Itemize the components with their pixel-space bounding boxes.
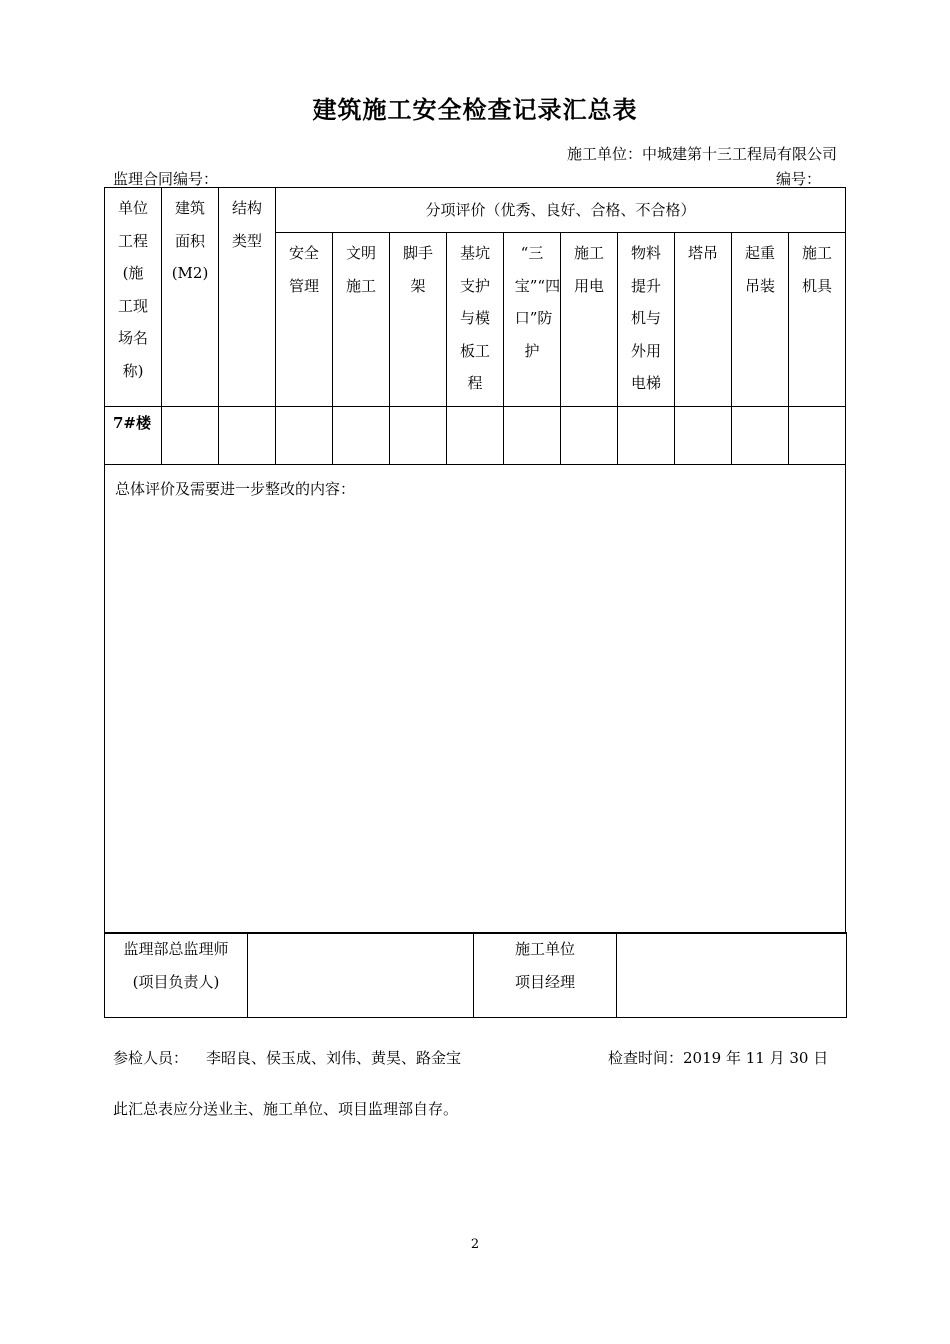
header-building-area: 建筑面积 (M2) [162,188,219,407]
participants-names: 李昭良、侯玉成、刘伟、黄昊、路金宝 [206,1049,462,1067]
table-cell [618,407,675,465]
page-title: 建筑施工安全检查记录汇总表 [312,95,638,124]
supervisor-label: 监理部总监理师 (项目负责人) [105,933,248,1018]
table-cell [390,407,447,465]
table-cell [447,407,504,465]
overall-evaluation-cell [105,465,846,934]
table-cell [333,407,390,465]
table-cell [732,407,789,465]
table-row [105,407,846,465]
document-number-label: 编号： [776,170,822,188]
header-structure-type: 结构类型 [219,188,276,407]
header-civilized-construction: 文明施工 [333,233,390,407]
contractor-manager-signature-cell [617,933,847,1018]
table-cell [675,407,732,465]
row-label: 7#楼 [105,407,162,465]
supervisor-signature-cell [248,933,474,1018]
header-scaffolding: 脚手架 [390,233,447,407]
page-number: 2 [470,1237,480,1252]
header-safety-management: 安全管理 [276,233,333,407]
inspection-summary-table [104,187,846,934]
check-time: 检查时间：2019 年 11 月 30 日 [608,1049,829,1067]
header-lifting: 起重吊装 [732,233,789,407]
signature-table [104,932,847,1018]
table-cell [276,407,333,465]
header-foundation-formwork: 基坑支护与模板工程 [447,233,504,407]
header-item-evaluation: 分项评价（优秀、良好、合格、不合格） [276,188,846,233]
contract-number-label: 监理合同编号： [113,170,219,188]
header-unit-project: 单位工程(施工现场名称) [105,188,162,407]
contractor-manager-label: 施工单位 项目经理 [474,933,617,1018]
table-cell [504,407,561,465]
header-hoist-elevator: 物料提升机与外用电梯 [618,233,675,407]
table-cell [561,407,618,465]
header-construction-power: 施工用电 [561,233,618,407]
contractor-company: 施工单位：中城建第十三工程局有限公司 [566,145,837,163]
header-tower-crane: 塔吊 [675,233,732,407]
table-cell [789,407,846,465]
overall-evaluation-label: 总体评价及需要进一步整改的内容： [115,480,356,498]
header-machinery: 施工机具 [789,233,846,407]
distribution-note: 此汇总表应分送业主、施工单位、项目监理部自存。 [113,1100,459,1118]
table-cell [162,407,219,465]
table-cell [219,407,276,465]
participants-label: 参检人员： [113,1049,189,1067]
header-three-four-protection: “三宝”“四口”防护 [504,233,561,407]
